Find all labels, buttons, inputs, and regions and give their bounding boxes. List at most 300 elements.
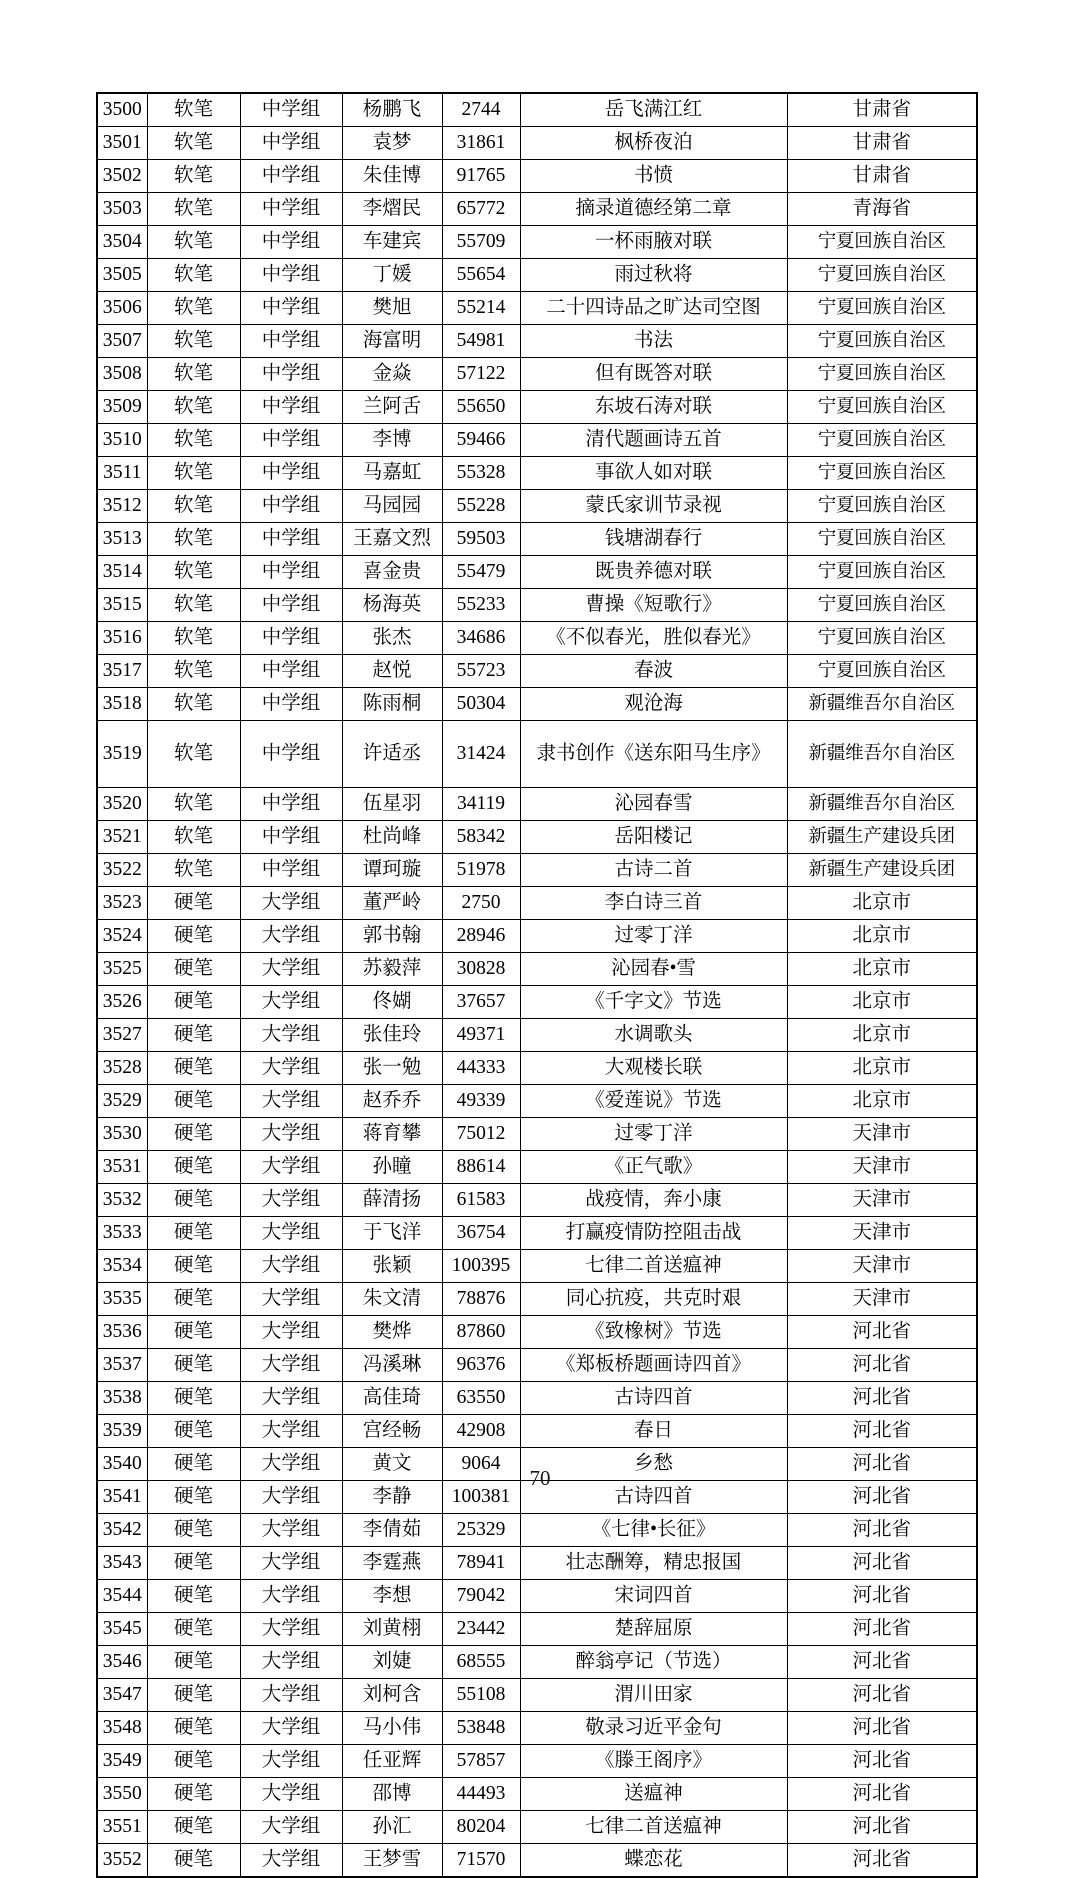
cell-category: 硬笔 <box>147 1811 240 1844</box>
cell-work-title: 但有既答对联 <box>520 358 787 391</box>
cell-serial-number: 3533 <box>97 1217 147 1250</box>
cell-province: 河北省 <box>787 1316 977 1349</box>
cell-name: 袁梦 <box>342 127 442 160</box>
cell-category: 硬笔 <box>147 1646 240 1679</box>
cell-province: 宁夏回族自治区 <box>787 292 977 325</box>
cell-name: 车建宾 <box>342 226 442 259</box>
cell-group: 大学组 <box>240 1679 342 1712</box>
cell-category: 软笔 <box>147 226 240 259</box>
cell-province: 新疆生产建设兵团 <box>787 854 977 887</box>
cell-number: 57122 <box>442 358 520 391</box>
cell-category: 硬笔 <box>147 986 240 1019</box>
table-row <box>97 193 977 226</box>
table-row <box>97 292 977 325</box>
cell-work-title: 打赢疫情防控阻击战 <box>520 1217 787 1250</box>
cell-province: 甘肃省 <box>787 160 977 193</box>
cell-province: 宁夏回族自治区 <box>787 622 977 655</box>
cell-category: 硬笔 <box>147 920 240 953</box>
cell-province: 宁夏回族自治区 <box>787 391 977 424</box>
cell-name: 李霆燕 <box>342 1547 442 1580</box>
cell-serial-number: 3530 <box>97 1118 147 1151</box>
table-row <box>97 523 977 556</box>
cell-category: 软笔 <box>147 655 240 688</box>
cell-name: 樊旭 <box>342 292 442 325</box>
cell-serial-number: 3505 <box>97 259 147 292</box>
cell-group: 中学组 <box>240 259 342 292</box>
cell-category: 硬笔 <box>147 1019 240 1052</box>
cell-serial-number: 3551 <box>97 1811 147 1844</box>
cell-number: 37657 <box>442 986 520 1019</box>
cell-province: 宁夏回族自治区 <box>787 490 977 523</box>
table-row <box>97 1778 977 1811</box>
cell-name: 高佳琦 <box>342 1382 442 1415</box>
cell-number: 44493 <box>442 1778 520 1811</box>
cell-work-title: 书愤 <box>520 160 787 193</box>
table-row <box>97 1184 977 1217</box>
cell-number: 88614 <box>442 1151 520 1184</box>
cell-serial-number: 3531 <box>97 1151 147 1184</box>
cell-name: 金焱 <box>342 358 442 391</box>
cell-group: 大学组 <box>240 1349 342 1382</box>
cell-group: 大学组 <box>240 887 342 920</box>
cell-serial-number: 3514 <box>97 556 147 589</box>
cell-group: 大学组 <box>240 1217 342 1250</box>
cell-work-title: 枫桥夜泊 <box>520 127 787 160</box>
cell-serial-number: 3528 <box>97 1052 147 1085</box>
table-row <box>97 1811 977 1844</box>
cell-work-title: 水调歌头 <box>520 1019 787 1052</box>
cell-category: 硬笔 <box>147 1514 240 1547</box>
cell-serial-number: 3534 <box>97 1250 147 1283</box>
cell-group: 大学组 <box>240 1283 342 1316</box>
cell-province: 河北省 <box>787 1382 977 1415</box>
cell-serial-number: 3524 <box>97 920 147 953</box>
cell-name: 兰阿舌 <box>342 391 442 424</box>
cell-number: 59503 <box>442 523 520 556</box>
cell-name: 朱文清 <box>342 1283 442 1316</box>
cell-work-title: 李白诗三首 <box>520 887 787 920</box>
cell-work-title: 《致橡树》节选 <box>520 1316 787 1349</box>
cell-number: 71570 <box>442 1844 520 1878</box>
cell-number: 87860 <box>442 1316 520 1349</box>
cell-category: 硬笔 <box>147 1844 240 1878</box>
cell-name: 于飞洋 <box>342 1217 442 1250</box>
cell-name: 邵博 <box>342 1778 442 1811</box>
cell-serial-number: 3509 <box>97 391 147 424</box>
cell-serial-number: 3508 <box>97 358 147 391</box>
cell-work-title: 七律二首送瘟神 <box>520 1250 787 1283</box>
cell-number: 63550 <box>442 1382 520 1415</box>
cell-province: 河北省 <box>787 1415 977 1448</box>
cell-name: 宫经畅 <box>342 1415 442 1448</box>
cell-province: 河北省 <box>787 1844 977 1878</box>
cell-serial-number: 3549 <box>97 1745 147 1778</box>
cell-number: 91765 <box>442 160 520 193</box>
cell-number: 42908 <box>442 1415 520 1448</box>
cell-work-title: 壮志酬筹，精忠报国 <box>520 1547 787 1580</box>
cell-province: 北京市 <box>787 1052 977 1085</box>
table-row <box>97 1547 977 1580</box>
cell-group: 大学组 <box>240 1415 342 1448</box>
cell-group: 大学组 <box>240 1151 342 1184</box>
cell-name: 刘柯含 <box>342 1679 442 1712</box>
cell-province: 河北省 <box>787 1811 977 1844</box>
cell-number: 78876 <box>442 1283 520 1316</box>
table-row <box>97 1646 977 1679</box>
cell-work-title: 敬录习近平金句 <box>520 1712 787 1745</box>
cell-group: 大学组 <box>240 1580 342 1613</box>
cell-name: 孙汇 <box>342 1811 442 1844</box>
cell-serial-number: 3538 <box>97 1382 147 1415</box>
cell-category: 硬笔 <box>147 1085 240 1118</box>
cell-work-title: 过零丁洋 <box>520 1118 787 1151</box>
cell-number: 34119 <box>442 788 520 821</box>
cell-name: 黄文 <box>342 1448 442 1481</box>
cell-number: 100381 <box>442 1481 520 1514</box>
cell-province: 河北省 <box>787 1679 977 1712</box>
cell-work-title: 隶书创作《送东阳马生序》 <box>520 721 787 788</box>
cell-work-title: 春日 <box>520 1415 787 1448</box>
cell-category: 软笔 <box>147 523 240 556</box>
cell-serial-number: 3504 <box>97 226 147 259</box>
cell-number: 9064 <box>442 1448 520 1481</box>
cell-work-title: 《滕王阁序》 <box>520 1745 787 1778</box>
cell-name: 张一勉 <box>342 1052 442 1085</box>
cell-group: 中学组 <box>240 655 342 688</box>
table-row <box>97 1382 977 1415</box>
cell-category: 软笔 <box>147 160 240 193</box>
cell-group: 大学组 <box>240 1448 342 1481</box>
table-row <box>97 1514 977 1547</box>
cell-name: 任亚辉 <box>342 1745 442 1778</box>
cell-category: 硬笔 <box>147 1415 240 1448</box>
cell-category: 软笔 <box>147 325 240 358</box>
cell-name: 杜尚峰 <box>342 821 442 854</box>
cell-serial-number: 3537 <box>97 1349 147 1382</box>
cell-province: 北京市 <box>787 920 977 953</box>
cell-number: 59466 <box>442 424 520 457</box>
cell-serial-number: 3525 <box>97 953 147 986</box>
cell-province: 宁夏回族自治区 <box>787 424 977 457</box>
cell-province: 新疆维吾尔自治区 <box>787 721 977 788</box>
cell-category: 软笔 <box>147 589 240 622</box>
cell-work-title: 书法 <box>520 325 787 358</box>
cell-work-title: 曹操《短歌行》 <box>520 589 787 622</box>
cell-category: 软笔 <box>147 93 240 127</box>
table-row <box>97 1085 977 1118</box>
cell-group: 中学组 <box>240 788 342 821</box>
cell-category: 软笔 <box>147 490 240 523</box>
cell-serial-number: 3526 <box>97 986 147 1019</box>
table-row <box>97 854 977 887</box>
cell-work-title: 宋词四首 <box>520 1580 787 1613</box>
cell-number: 55479 <box>442 556 520 589</box>
cell-work-title: 东坡石涛对联 <box>520 391 787 424</box>
cell-category: 软笔 <box>147 788 240 821</box>
cell-serial-number: 3543 <box>97 1547 147 1580</box>
cell-group: 中学组 <box>240 688 342 721</box>
cell-number: 65772 <box>442 193 520 226</box>
cell-province: 北京市 <box>787 887 977 920</box>
cell-serial-number: 3523 <box>97 887 147 920</box>
cell-group: 中学组 <box>240 523 342 556</box>
table-row <box>97 259 977 292</box>
cell-province: 新疆维吾尔自治区 <box>787 788 977 821</box>
cell-category: 硬笔 <box>147 1283 240 1316</box>
cell-name: 马园园 <box>342 490 442 523</box>
cell-number: 34686 <box>442 622 520 655</box>
page-content-area <box>96 92 976 1878</box>
cell-category: 软笔 <box>147 622 240 655</box>
cell-province: 宁夏回族自治区 <box>787 457 977 490</box>
cell-category: 软笔 <box>147 358 240 391</box>
table-row <box>97 160 977 193</box>
cell-number: 44333 <box>442 1052 520 1085</box>
cell-group: 大学组 <box>240 1778 342 1811</box>
table-row <box>97 821 977 854</box>
cell-name: 丁媛 <box>342 259 442 292</box>
cell-name: 郭书翰 <box>342 920 442 953</box>
cell-category: 硬笔 <box>147 1151 240 1184</box>
cell-group: 大学组 <box>240 953 342 986</box>
cell-work-title: 醉翁亭记（节选） <box>520 1646 787 1679</box>
cell-province: 河北省 <box>787 1514 977 1547</box>
cell-group: 中学组 <box>240 160 342 193</box>
cell-number: 49371 <box>442 1019 520 1052</box>
cell-work-title: 《爱莲说》节选 <box>520 1085 787 1118</box>
cell-group: 大学组 <box>240 920 342 953</box>
table-row <box>97 688 977 721</box>
cell-province: 河北省 <box>787 1448 977 1481</box>
cell-province: 河北省 <box>787 1613 977 1646</box>
cell-serial-number: 3521 <box>97 821 147 854</box>
cell-work-title: 《不似春光，胜似春光》 <box>520 622 787 655</box>
cell-group: 中学组 <box>240 325 342 358</box>
cell-serial-number: 3535 <box>97 1283 147 1316</box>
cell-serial-number: 3510 <box>97 424 147 457</box>
cell-serial-number: 3506 <box>97 292 147 325</box>
table-row <box>97 1679 977 1712</box>
cell-province: 宁夏回族自治区 <box>787 556 977 589</box>
cell-work-title: 蝶恋花 <box>520 1844 787 1878</box>
cell-number: 55328 <box>442 457 520 490</box>
table-row <box>97 424 977 457</box>
cell-name: 李想 <box>342 1580 442 1613</box>
cell-number: 55233 <box>442 589 520 622</box>
cell-work-title: 《正气歌》 <box>520 1151 787 1184</box>
cell-name: 张佳玲 <box>342 1019 442 1052</box>
cell-province: 宁夏回族自治区 <box>787 226 977 259</box>
cell-number: 31424 <box>442 721 520 788</box>
table-row <box>97 556 977 589</box>
cell-work-title: 古诗四首 <box>520 1481 787 1514</box>
cell-category: 软笔 <box>147 688 240 721</box>
cell-name: 杨海英 <box>342 589 442 622</box>
cell-number: 55709 <box>442 226 520 259</box>
cell-work-title: 乡愁 <box>520 1448 787 1481</box>
cell-number: 58342 <box>442 821 520 854</box>
cell-number: 50304 <box>442 688 520 721</box>
cell-serial-number: 3552 <box>97 1844 147 1878</box>
cell-category: 软笔 <box>147 556 240 589</box>
table-row <box>97 622 977 655</box>
cell-serial-number: 3546 <box>97 1646 147 1679</box>
table-row <box>97 953 977 986</box>
cell-category: 硬笔 <box>147 1382 240 1415</box>
cell-name: 伍星羽 <box>342 788 442 821</box>
cell-category: 硬笔 <box>147 1250 240 1283</box>
cell-number: 80204 <box>442 1811 520 1844</box>
cell-category: 软笔 <box>147 259 240 292</box>
cell-province: 天津市 <box>787 1118 977 1151</box>
cell-number: 57857 <box>442 1745 520 1778</box>
cell-serial-number: 3500 <box>97 93 147 127</box>
cell-number: 55654 <box>442 259 520 292</box>
cell-name: 王嘉文烈 <box>342 523 442 556</box>
cell-name: 喜金贵 <box>342 556 442 589</box>
cell-category: 硬笔 <box>147 1745 240 1778</box>
cell-province: 北京市 <box>787 1085 977 1118</box>
cell-serial-number: 3511 <box>97 457 147 490</box>
cell-serial-number: 3540 <box>97 1448 147 1481</box>
cell-name: 王梦雪 <box>342 1844 442 1878</box>
table-row <box>97 1580 977 1613</box>
cell-province: 天津市 <box>787 1250 977 1283</box>
cell-category: 硬笔 <box>147 1613 240 1646</box>
cell-serial-number: 3519 <box>97 721 147 788</box>
cell-work-title: 岳飞满江红 <box>520 93 787 127</box>
cell-serial-number: 3548 <box>97 1712 147 1745</box>
cell-category: 硬笔 <box>147 1316 240 1349</box>
cell-category: 软笔 <box>147 854 240 887</box>
cell-number: 79042 <box>442 1580 520 1613</box>
cell-category: 硬笔 <box>147 1349 240 1382</box>
cell-category: 软笔 <box>147 821 240 854</box>
cell-serial-number: 3544 <box>97 1580 147 1613</box>
cell-serial-number: 3517 <box>97 655 147 688</box>
cell-group: 中学组 <box>240 622 342 655</box>
cell-group: 中学组 <box>240 721 342 788</box>
cell-serial-number: 3532 <box>97 1184 147 1217</box>
cell-serial-number: 3516 <box>97 622 147 655</box>
cell-province: 宁夏回族自治区 <box>787 358 977 391</box>
cell-province: 新疆生产建设兵团 <box>787 821 977 854</box>
cell-group: 大学组 <box>240 1052 342 1085</box>
cell-work-title: 二十四诗品之旷达司空图 <box>520 292 787 325</box>
cell-group: 大学组 <box>240 1250 342 1283</box>
cell-province: 河北省 <box>787 1778 977 1811</box>
table-row <box>97 1217 977 1250</box>
cell-serial-number: 3513 <box>97 523 147 556</box>
cell-serial-number: 3520 <box>97 788 147 821</box>
cell-province: 北京市 <box>787 986 977 1019</box>
cell-number: 55650 <box>442 391 520 424</box>
table-row <box>97 788 977 821</box>
cell-group: 中学组 <box>240 93 342 127</box>
cell-group: 中学组 <box>240 292 342 325</box>
cell-category: 软笔 <box>147 193 240 226</box>
cell-group: 大学组 <box>240 1316 342 1349</box>
cell-number: 25329 <box>442 1514 520 1547</box>
cell-group: 中学组 <box>240 391 342 424</box>
cell-province: 宁夏回族自治区 <box>787 325 977 358</box>
cell-number: 36754 <box>442 1217 520 1250</box>
cell-number: 75012 <box>442 1118 520 1151</box>
cell-group: 大学组 <box>240 1646 342 1679</box>
table-row <box>97 887 977 920</box>
cell-group: 大学组 <box>240 1844 342 1878</box>
cell-work-title: 摘录道德经第二章 <box>520 193 787 226</box>
cell-number: 55214 <box>442 292 520 325</box>
table-row <box>97 1613 977 1646</box>
cell-work-title: 既贵养德对联 <box>520 556 787 589</box>
cell-category: 软笔 <box>147 391 240 424</box>
cell-number: 55228 <box>442 490 520 523</box>
table-row <box>97 1844 977 1878</box>
cell-province: 甘肃省 <box>787 93 977 127</box>
cell-group: 中学组 <box>240 424 342 457</box>
cell-name: 张杰 <box>342 622 442 655</box>
cell-name: 薛清扬 <box>342 1184 442 1217</box>
cell-name: 董严岭 <box>342 887 442 920</box>
cell-group: 大学组 <box>240 986 342 1019</box>
cell-work-title: 沁园春•雪 <box>520 953 787 986</box>
cell-group: 大学组 <box>240 1745 342 1778</box>
cell-serial-number: 3542 <box>97 1514 147 1547</box>
cell-name: 刘黄栩 <box>342 1613 442 1646</box>
cell-work-title: 《郑板桥题画诗四首》 <box>520 1349 787 1382</box>
cell-number: 100395 <box>442 1250 520 1283</box>
cell-name: 杨鹏飞 <box>342 93 442 127</box>
cell-category: 软笔 <box>147 292 240 325</box>
cell-number: 51978 <box>442 854 520 887</box>
cell-province: 宁夏回族自治区 <box>787 655 977 688</box>
cell-number: 49339 <box>442 1085 520 1118</box>
cell-serial-number: 3502 <box>97 160 147 193</box>
cell-category: 硬笔 <box>147 1184 240 1217</box>
cell-province: 宁夏回族自治区 <box>787 589 977 622</box>
cell-category: 硬笔 <box>147 1481 240 1514</box>
cell-work-title: 七律二首送瘟神 <box>520 1811 787 1844</box>
cell-group: 中学组 <box>240 193 342 226</box>
cell-group: 大学组 <box>240 1613 342 1646</box>
cell-category: 硬笔 <box>147 887 240 920</box>
cell-work-title: 清代题画诗五首 <box>520 424 787 457</box>
cell-serial-number: 3547 <box>97 1679 147 1712</box>
cell-name: 李熠民 <box>342 193 442 226</box>
cell-work-title: 《千字文》节选 <box>520 986 787 1019</box>
cell-category: 硬笔 <box>147 1547 240 1580</box>
cell-work-title: 古诗二首 <box>520 854 787 887</box>
cell-group: 大学组 <box>240 1514 342 1547</box>
cell-category: 硬笔 <box>147 1217 240 1250</box>
cell-serial-number: 3512 <box>97 490 147 523</box>
table-row <box>97 457 977 490</box>
participant-roster-table <box>96 92 978 1878</box>
cell-group: 中学组 <box>240 854 342 887</box>
table-row <box>97 1118 977 1151</box>
cell-name: 赵乔乔 <box>342 1085 442 1118</box>
table-row <box>97 1415 977 1448</box>
table-row <box>97 655 977 688</box>
cell-group: 大学组 <box>240 1712 342 1745</box>
table-row <box>97 986 977 1019</box>
cell-name: 赵悦 <box>342 655 442 688</box>
cell-group: 中学组 <box>240 490 342 523</box>
cell-serial-number: 3529 <box>97 1085 147 1118</box>
table-row <box>97 1283 977 1316</box>
cell-province: 河北省 <box>787 1712 977 1745</box>
